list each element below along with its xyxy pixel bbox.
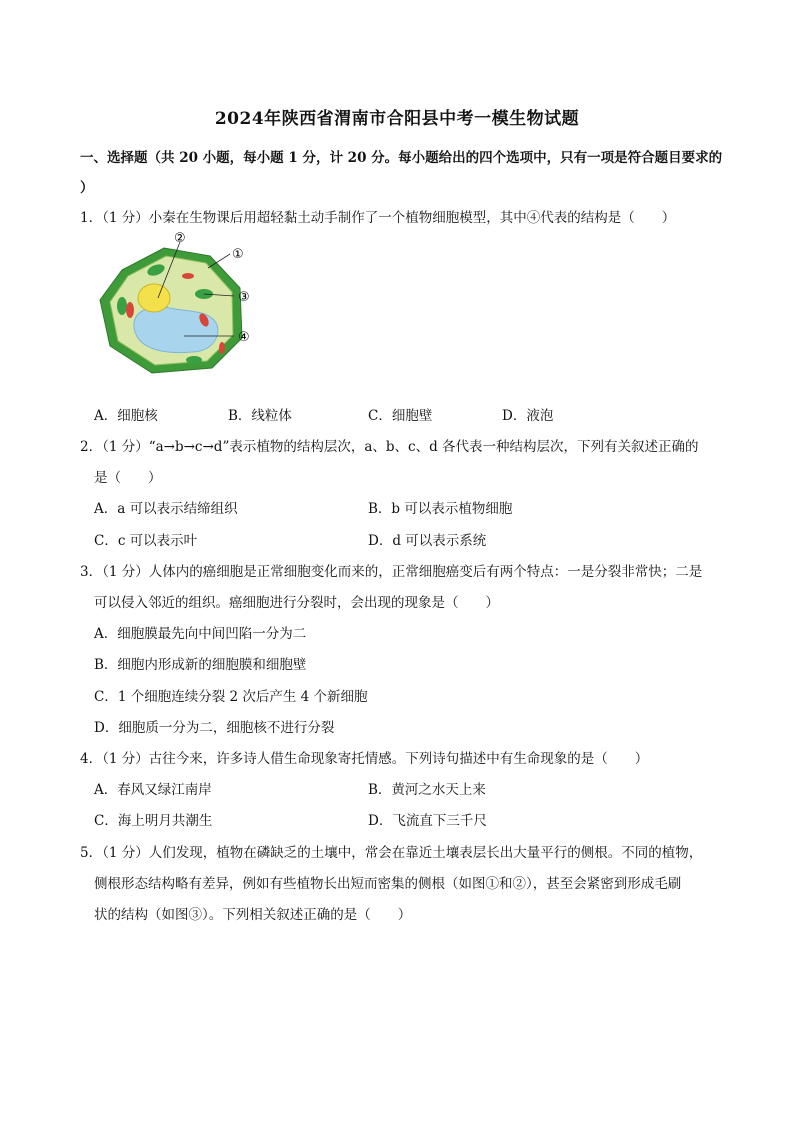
- q1-stem: 1．（1 分）小秦在生物课后用超轻黏土动手制作了一个植物细胞模型，其中④代表的结构是（ ）: [80, 210, 676, 226]
- section-heading-cont: ）: [80, 180, 94, 196]
- q2-option-c[interactable]: C．c 可以表示叶: [94, 533, 198, 549]
- q2-option-a[interactable]: A．a 可以表示结缔组织: [94, 501, 238, 517]
- figure-label-1: ①: [232, 247, 244, 262]
- mitochondrion-shape: [182, 273, 194, 279]
- figure-label-3: ③: [238, 290, 250, 305]
- q3-option-d[interactable]: D．细胞质一分为二，细胞核不进行分裂: [94, 720, 335, 736]
- q3-stem: 3．（1 分）人体内的癌细胞是正常细胞变化而来的，正常细胞癌变后有两个特点：一是分裂非常快；二是: [80, 564, 703, 580]
- q3-stem-cont: 可以侵入邻近的组织。癌细胞进行分裂时，会出现的现象是（ ）: [94, 595, 499, 611]
- nucleus-shape: [138, 284, 170, 312]
- q5-stem: 5．（1 分）人们发现，植物在磷缺乏的土壤中，常会在靠近土壤表层长出大量平行的侧根。不同的植物，: [80, 845, 703, 861]
- q4-option-a[interactable]: A．春风又绿江南岸: [94, 782, 212, 798]
- q3-option-b[interactable]: B．细胞内形成新的细胞膜和细胞壁: [94, 657, 307, 673]
- q1-option-d[interactable]: D．液泡: [502, 408, 554, 424]
- q4-option-d[interactable]: D．飞流直下三千尺: [368, 813, 487, 829]
- q1-option-a[interactable]: A．细胞核: [94, 408, 158, 424]
- figure-label-4: ④: [238, 330, 250, 345]
- q4-option-c[interactable]: C．海上明月共潮生: [94, 813, 213, 829]
- q5-stem-cont2: 状的结构（如图③）。下列相关叙述正确的是（ ）: [94, 907, 412, 923]
- q3-option-a[interactable]: A．细胞膜最先向中间凹陷一分为二: [94, 626, 307, 642]
- chloroplast-shape: [186, 356, 202, 364]
- chloroplast-shape: [117, 297, 127, 315]
- q5-stem-cont: 侧根形态结构略有差异，例如有些植物长出短而密集的侧根（如图①和②），甚至会紧密到形成毛刷: [94, 876, 682, 892]
- q2-option-b[interactable]: B．b 可以表示植物细胞: [368, 501, 513, 517]
- q2-stem: 2．（1 分）“a→b→c→d”表示植物的结构层次，a、b、c、d 各代表一种结构层次，下列有关叙述正确的: [80, 439, 699, 455]
- mitochondrion-shape: [219, 342, 225, 354]
- q2-option-d[interactable]: D．d 可以表示系统: [368, 533, 487, 549]
- q4-stem: 4．（1 分）古往今来，许多诗人借生命现象寄托情感。下列诗句描述中有生命现象的是（ ）: [80, 751, 649, 767]
- figure-label-2: ②: [174, 231, 186, 246]
- page-title: 2024年陕西省渭南市合阳县中考一模生物试题: [214, 109, 580, 129]
- q1-option-b[interactable]: B．线粒体: [228, 408, 292, 424]
- q1-option-c[interactable]: C．细胞壁: [368, 408, 433, 424]
- section-heading: 一、选择题（共 20 小题，每小题 1 分，计 20 分。每小题给出的四个选项中，只有一项是符合题目要求的: [80, 150, 723, 166]
- mitochondrion-shape: [126, 302, 134, 318]
- plant-cell-figure: [92, 228, 262, 388]
- q2-stem-cont: 是（ ）: [94, 470, 162, 486]
- q4-option-b[interactable]: B．黄河之水天上来: [368, 782, 486, 798]
- q3-option-c[interactable]: C．1 个细胞连续分裂 2 次后产生 4 个新细胞: [94, 689, 368, 705]
